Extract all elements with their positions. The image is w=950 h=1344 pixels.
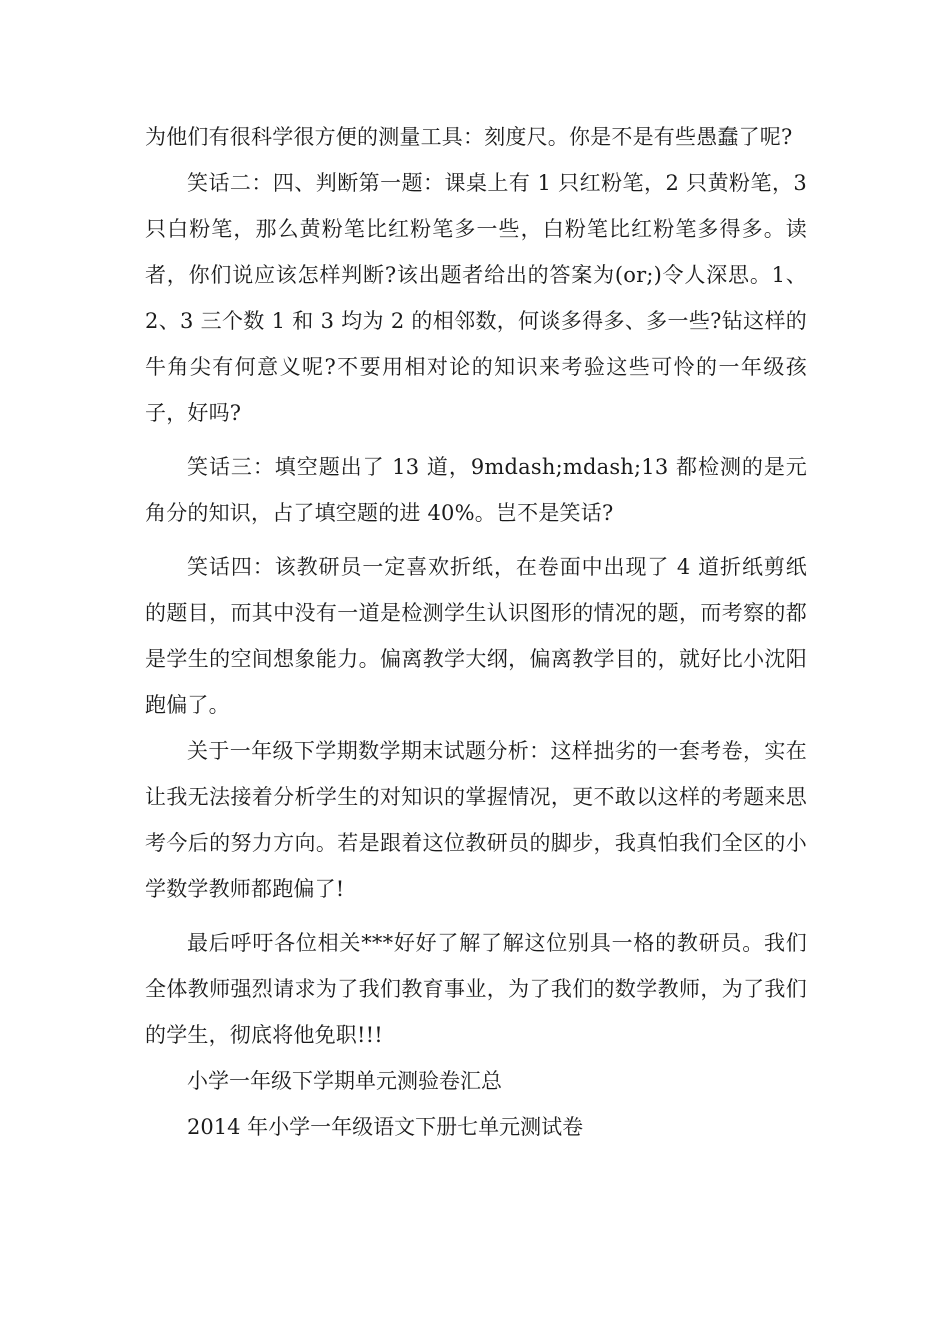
paragraph-analysis: 关于一年级下学期数学期末试题分析：这样拙劣的一套考卷，实在让我无法接着分析学生的对知识的掌握情况，更不敢以这样的考题来思考今后的努力方向。若是跟着这位教研员的脚步，我真怕我们全区的小学数学教师都跑偏了! bbox=[145, 739, 807, 901]
related-link-unit-tests[interactable]: 小学一年级下学期单元测验卷汇总 bbox=[187, 1069, 502, 1093]
paragraph-joke-two: 笑话二：四、判断第一题：课桌上有 1 只红粉笔，2 只黄粉笔，3 只白粉笔，那么黄粉笔比红粉笔多一些，白粉笔比红粉笔多得多。读者，你们说应该怎样判断?该出题者给出的答案为(or;)令人深思。1、2、3 三个数 1 和 3 均为 2 的相邻数，何谈多得多、多一些?钻这样的牛角尖有何意义呢?不要用相对论的知识来考验这些可怜的一年级孩子，好吗? bbox=[145, 171, 807, 425]
paragraph-continuation: 为他们有很科学很方便的测量工具：刻度尺。你是不是有些愚蠢了呢? bbox=[145, 125, 793, 149]
paragraph-appeal: 最后呼吁各位相关***好好了解了解这位别具一格的教研员。我们全体教师强烈请求为了我们教育事业，为了我们的数学教师，为了我们的学生，彻底将他免职!!! bbox=[145, 931, 807, 1047]
related-link-chinese-unit-seven[interactable]: 2014 年小学一年级语文下册七单元测试卷 bbox=[187, 1115, 584, 1139]
paragraph-joke-four: 笑话四：该教研员一定喜欢折纸，在卷面中出现了 4 道折纸剪纸的题目，而其中没有一道是检测学生认识图形的情况的题，而考察的都是学生的空间想象能力。偏离教学大纲，偏离教学目的，就好比小沈阳跑偏了。 bbox=[145, 555, 807, 717]
document-body bbox=[145, 114, 807, 1150]
paragraph-joke-three: 笑话三：填空题出了 13 道，9mdash;mdash;13 都检测的是元角分的知识，占了填空题的进 40%。岂不是笑话? bbox=[145, 455, 807, 525]
